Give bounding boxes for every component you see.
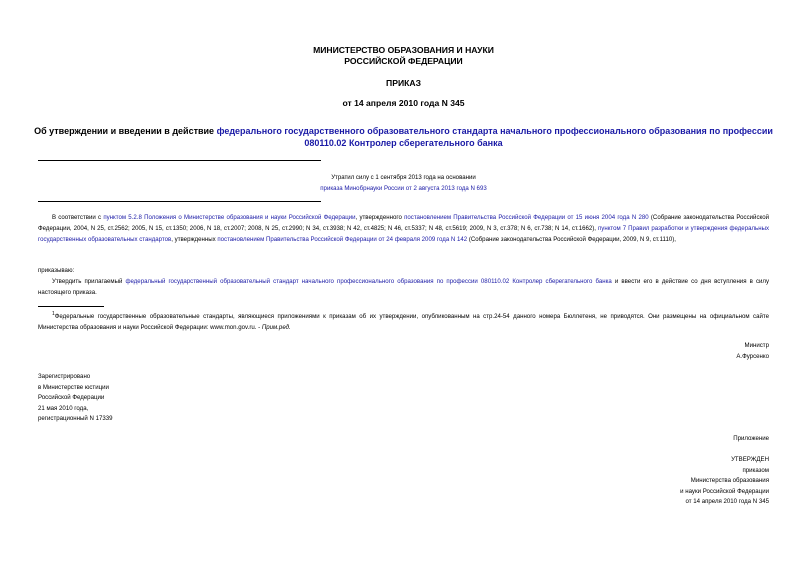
footnote bbox=[38, 309, 769, 333]
rules-link[interactable]: пунктом 7 Правил разработки и утверждения федеральных государственных образовательных стандартов bbox=[38, 225, 769, 244]
registration-line: Зарегистрировано bbox=[38, 373, 91, 380]
government-decree-280-link[interactable]: постановлением Правительства Российской Федерации от 15 июня 2004 года N 280 bbox=[404, 214, 649, 221]
document-date: от 14 апреля 2010 года N 345 bbox=[342, 98, 465, 108]
signature-block bbox=[736, 341, 769, 362]
document-type: ПРИКАЗ bbox=[386, 78, 421, 88]
approval-line: от 14 апреля 2010 года N 345 bbox=[685, 498, 769, 506]
footnote-mark: 1 bbox=[52, 311, 55, 317]
separator-line bbox=[38, 201, 321, 202]
ministry-name-line2: РОССИЙСКОЙ ФЕДЕРАЦИИ bbox=[344, 56, 463, 66]
approval-stamp bbox=[680, 455, 769, 508]
approval-line: и науки Российской Федерации bbox=[680, 487, 769, 495]
signature-position: Министр bbox=[744, 342, 769, 349]
approval-line: Министерства образования bbox=[690, 477, 769, 485]
approved-word: УТВЕРЖДЕН bbox=[731, 456, 769, 463]
standard-link[interactable]: федеральный государственный образовательный стандарт начального профессионального образования по профессии 080110.02 Контролер сберегательного банка bbox=[125, 278, 612, 285]
title-standard-link[interactable]: федерального государственного образовательного стандарта начального профессионального образования по профессии 080110.02 Контролер сберегательного банка bbox=[216, 126, 773, 148]
government-decree-142-link[interactable]: постановлением Правительства Российской Федерации от 24 февраля 2009 года N 142 bbox=[217, 236, 468, 244]
editor-note: Прим.ред. bbox=[261, 324, 291, 332]
approval-paragraph bbox=[38, 276, 769, 298]
preamble-text: В соответствии с bbox=[52, 214, 104, 221]
footnote-text: Федеральные государственные образовательные стандарты, являющиеся приложениями к приказам об их утверждении, опубликованным на стр.24-54 данного номера Бюллетеня, не приводятся. Они размещены на официальном сайте Министерства образования и науки Российской Федерации: www.mon.gov.ru. - bbox=[38, 313, 769, 332]
appendix-label: Приложение bbox=[733, 435, 769, 442]
separator-line bbox=[38, 160, 321, 161]
preamble-text: (Собрание законодательства Российской Федерации, 2004, N 25, ст.2562; 2005, N 15, ст.1350; 2006, N 18, ст.2007; 2008, N 25, ст.2990; N 34, ст.3938; N 42, ст.4825; N 46, ст.5337; N 48, ст.5619; 2009, N 3, ст.378; N 6, ст.738; N 14, ст.1662), bbox=[38, 214, 770, 233]
preamble-text: (Собрание законодательства Российской Федерации, 2009, N 9, ст.1110), bbox=[467, 236, 676, 244]
footnote-separator bbox=[38, 306, 104, 307]
registration-line: регистрационный N 17339 bbox=[38, 415, 113, 423]
registration-block bbox=[38, 372, 113, 425]
preamble-paragraph bbox=[38, 212, 769, 246]
registration-line: в Министерстве юстиции bbox=[38, 383, 109, 391]
ministry-name-line1: МИНИСТЕРСТВО ОБРАЗОВАНИЯ И НАУКИ bbox=[313, 45, 494, 55]
regulation-link[interactable]: пунктом 5.2.8 Положения о Министерстве образования и науки Российской Федерации bbox=[103, 214, 356, 221]
registration-line: 21 мая 2010 года, bbox=[38, 404, 89, 412]
validity-note bbox=[260, 172, 547, 194]
validity-note-text: Утратил силу с 1 сентября 2013 года на основании bbox=[331, 174, 476, 181]
approval-text: и ввести его в действие со дня вступления в силу настоящего приказа. bbox=[38, 278, 769, 297]
title-prefix: Об утверждении и введении в действие bbox=[34, 126, 217, 136]
approval-line: приказом bbox=[742, 466, 769, 474]
preamble-text: , утвержденного bbox=[355, 214, 405, 221]
registration-line: Российской Федерации bbox=[38, 394, 105, 402]
preamble-text: , утвержденных bbox=[171, 236, 218, 244]
validity-note-link[interactable]: приказа Минобрнауки России от 2 августа 2013 года N 693 bbox=[320, 185, 487, 192]
signature-name: А.Фурсенко bbox=[736, 352, 769, 360]
order-word: приказываю: bbox=[38, 267, 75, 274]
approval-text: Утвердить прилагаемый bbox=[52, 278, 126, 285]
document-title bbox=[30, 125, 777, 149]
